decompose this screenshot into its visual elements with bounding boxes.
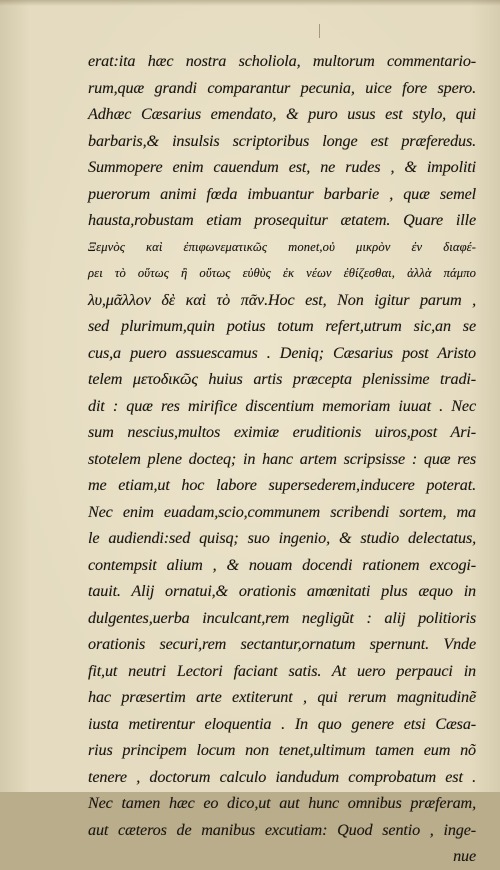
text-line: iusta metirentur eloquentia . In quo genere etsi Cæsa-: [88, 714, 476, 733]
text-line: Adhæc Cæsarius emendato, & puro usus est stylo, qui: [88, 105, 476, 123]
text-line: telem μετοδικῶς huius artis præcepta plenissime tradi-: [88, 370, 476, 388]
text-line: dulgentes,uerba inculcant,rem negligũt : alij politioris: [88, 608, 476, 627]
text-line: puerorum animi fœda imbuantur barbarie , quæ semel: [88, 184, 476, 203]
text-line: barbaris,& insulsis scriptoribus longe est præferedus.: [88, 131, 476, 150]
text-line: sed plurimum,quin potius totum refert,utrum sic,an se: [88, 317, 476, 335]
text-line: sum nescius,multos eximiæ eruditionis uiros,post Ari-: [88, 423, 476, 441]
text-line: hac præsertim arte extiterunt , qui rerum magnitudinẽ: [88, 688, 476, 706]
text-line: cus,a puero assuescamus . Deniq; Cæsarius post Aristo: [88, 343, 476, 362]
text-line: tenere , doctorum calculo iandudum comprobatum est .: [88, 767, 476, 786]
text-line: Nec tamen hæc eo dico,ut aut hunc omnibus præferam,: [88, 794, 476, 812]
greek-text-line: Ξεμνὸς καὶ ἐπιφωνεματικῶς monet,οὐ μικρὸν ἐν διαφέ-: [88, 239, 476, 254]
text-line: erat:ita hæc nostra scholiola, multorum commentario-: [88, 52, 476, 70]
text-line: hausta,robustam etiam prosequitur ætatem. Quare ille: [88, 211, 476, 229]
greek-text-line: ρει τὸ οὕτως ἢ οὕτως εὐθὺς ἐκ νέων ἐθίζεσθαι, ἀλλὰ πάμπο: [88, 266, 476, 280]
text-line: Summopere enim cauendum est, ne rudes , & impoliti: [88, 158, 476, 176]
text-line: Nec enim euadam,scio,communem scribendi sortem, ma: [88, 502, 476, 521]
text-line: stotelem plene docteq; in hanc artem scripsisse : quæ res: [88, 449, 476, 468]
text-line: dit : quæ res mirifice discentium memoriam iuuat . Nec: [88, 396, 476, 415]
text-line: rius principem locum non tenet,ultimum tamen eum nõ: [88, 741, 476, 759]
text-line: rum,quæ grandi comparantur pecunia, uice fore spero.: [88, 78, 476, 97]
page-mark: [319, 24, 320, 38]
text-line: aut cæteros de manibus excutiam: Quod sentio , inge-: [88, 820, 476, 839]
catchword: nue: [453, 847, 476, 865]
text-line: contempsit alium , & nouam docendi rationem excogi-: [88, 555, 476, 574]
text-line: fit,ut neutri Lectori faciant satis. At uero perpauci in: [88, 661, 476, 680]
text-line: me etiam,ut hoc labore supersederem,inducere poterat.: [88, 476, 476, 494]
text-line: λυ,μᾶλλον δὲ καὶ τὸ πᾶν.Hoc est, Non igitur parum ,: [88, 290, 476, 309]
text-line: orationis securi,rem sectantur,ornatum spernunt. Vnde: [88, 635, 476, 653]
text-line: le audiendi:sed quisq; suo ingenio, & studio delectatus,: [88, 529, 476, 547]
text-line: tauit. Alij ornatui,& orationis amœnitati plus æquo in: [88, 582, 476, 600]
body-text: [88, 48, 476, 870]
page-top-edge: [0, 0, 500, 6]
